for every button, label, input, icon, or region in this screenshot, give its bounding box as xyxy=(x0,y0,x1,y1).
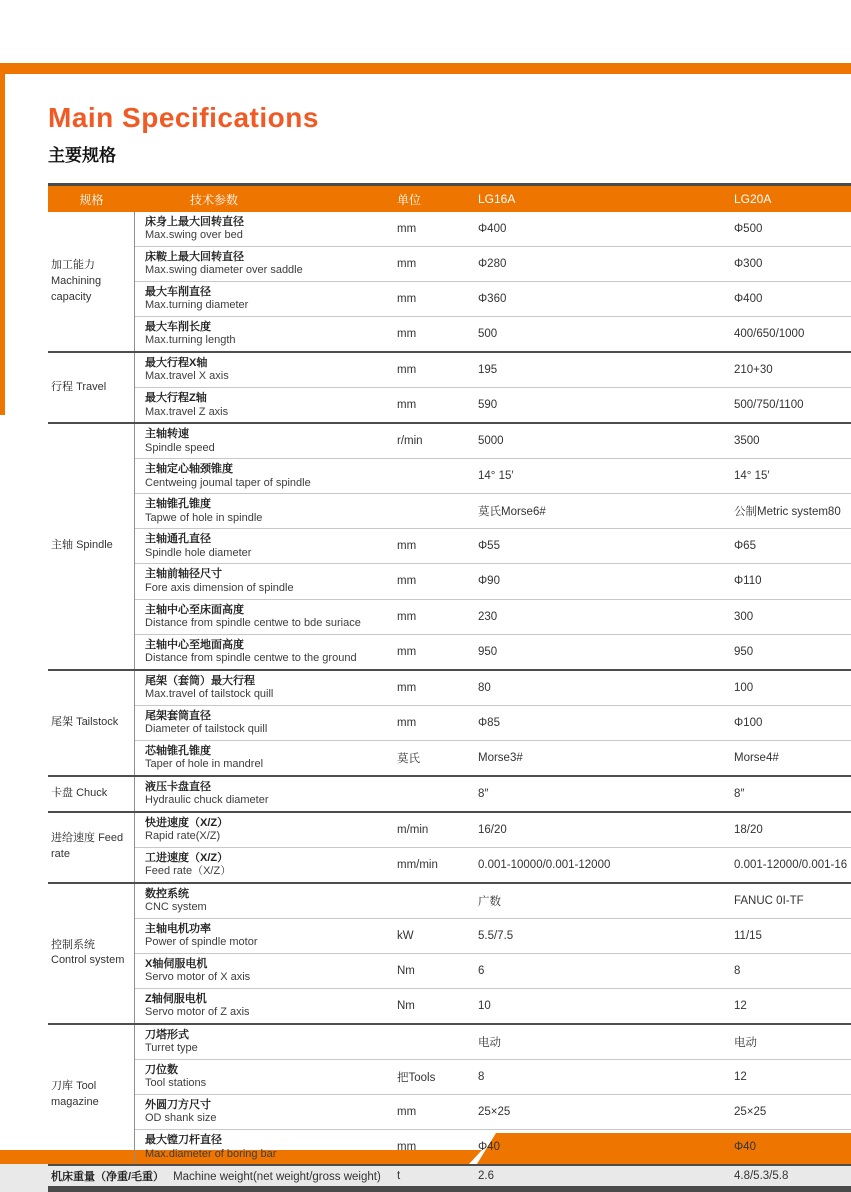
value-lg16a-cell: 8 xyxy=(478,1071,485,1084)
value-lg16a-cell: 5.5/7.5 xyxy=(478,929,514,942)
parameter-cell xyxy=(135,954,395,988)
value-lg20a-cell: 300 xyxy=(734,610,754,623)
spec-rows xyxy=(135,813,851,882)
table-row xyxy=(135,918,851,953)
machine-weight-value-lg20a: 4.8/5.3/5.8 xyxy=(734,1170,789,1183)
parameter-name-en: Distance from spindle centwe to the ground xyxy=(145,651,357,664)
unit-cell: mm xyxy=(397,716,417,729)
value-lg20a-cell: 公制Metric system80 xyxy=(734,506,841,519)
value-lg16a-cell: 0.001-10000/0.001-12000 xyxy=(478,858,611,871)
unit-cell: mm/min xyxy=(397,858,438,871)
value-lg20a-cell: 11/15 xyxy=(734,929,762,942)
unit-cell: Nm xyxy=(397,965,415,977)
table-row xyxy=(135,1129,851,1164)
parameter-cell xyxy=(135,848,395,882)
parameter-name-en: Max.travel of tailstock quill xyxy=(145,687,274,700)
parameter-cell xyxy=(135,212,395,246)
category-cell xyxy=(48,813,135,882)
category-label-zh: 控制系统 xyxy=(51,938,95,951)
category-label-zh: 加工能力 xyxy=(51,258,95,271)
parameter-name-en: Max.swing over bed xyxy=(145,229,243,242)
parameter-name-zh: 最大行程X轴 xyxy=(145,357,208,370)
value-lg16a-cell: Φ40 xyxy=(478,1141,500,1154)
parameter-cell xyxy=(135,813,395,847)
table-row xyxy=(135,458,851,493)
parameter-name-en: Max.swing diameter over saddle xyxy=(145,264,303,277)
category-label-zh: 刀库 xyxy=(51,1079,73,1092)
unit-cell: mm xyxy=(397,328,417,341)
parameter-name-zh: 芯轴锥孔锥度 xyxy=(145,744,211,757)
value-lg16a-cell: 广数 xyxy=(478,895,501,908)
category-cell xyxy=(48,1025,135,1164)
parameter-name-zh: 尾架（套筒）最大行程 xyxy=(145,674,255,687)
value-lg20a-cell: 12 xyxy=(734,1000,747,1013)
parameter-name-zh: 床鞍上最大回转直径 xyxy=(145,251,244,264)
parameter-cell xyxy=(135,919,395,953)
parameter-name-en: Fore axis dimension of spindle xyxy=(145,581,294,594)
parameter-name-en: Diameter of tailstock quill xyxy=(145,722,268,735)
machine-weight-row xyxy=(48,1164,851,1192)
parameter-name-en: Tapwe of hole in spindle xyxy=(145,511,263,524)
parameter-name-zh: 刀塔形式 xyxy=(145,1029,189,1042)
parameter-name-en: Distance from spindle centwe to bde suriace xyxy=(145,616,361,629)
parameter-name-en: Spindle speed xyxy=(145,441,215,454)
category-label-zh: 行程 xyxy=(51,380,73,393)
category-label xyxy=(51,258,132,306)
value-lg16a-cell: 6 xyxy=(478,965,485,977)
parameter-cell xyxy=(135,388,395,422)
category-label-zh: 进给速度 xyxy=(51,832,95,845)
parameter-cell xyxy=(135,1130,395,1164)
category-label-en: Control system xyxy=(51,954,125,967)
table-row xyxy=(135,387,851,422)
value-lg20a-cell: 0.001-12000/0.001-16 xyxy=(734,858,848,871)
category-cell xyxy=(48,777,135,811)
spec-group xyxy=(48,422,851,668)
parameter-cell xyxy=(135,247,395,281)
column-header-parameter: 技术参数 xyxy=(190,192,239,207)
table-row xyxy=(135,988,851,1023)
category-label-en: Tool magazine xyxy=(51,1079,99,1108)
unit-cell: 把Tools xyxy=(397,1072,436,1085)
parameter-name-en: Tool stations xyxy=(145,1077,207,1090)
value-lg16a-cell: Morse3# xyxy=(478,751,523,764)
table-row xyxy=(135,1094,851,1129)
parameter-name-zh: 主轴转速 xyxy=(145,428,189,441)
spec-rows xyxy=(135,212,851,351)
parameter-cell xyxy=(135,884,395,918)
machine-weight-unit: t xyxy=(397,1170,401,1183)
parameter-cell xyxy=(135,317,395,351)
table-row xyxy=(135,281,851,316)
unit-cell: mm xyxy=(397,645,417,658)
table-row xyxy=(135,847,851,882)
category-label-zh: 卡盘 xyxy=(51,786,73,799)
machine-weight-label-en: Machine weight(net weight/gross weight) xyxy=(173,1171,381,1184)
parameter-name-zh: 工进速度（X/Z） xyxy=(145,851,229,864)
value-lg20a-cell: 8 xyxy=(734,965,741,977)
value-lg20a-cell: 400/650/1000 xyxy=(734,328,805,341)
parameter-name-zh: 主轴锥孔锥度 xyxy=(145,498,211,511)
parameter-name-zh: 外圆刀方尺寸 xyxy=(145,1099,211,1112)
parameter-name-en: Turret type xyxy=(145,1042,198,1055)
value-lg16a-cell: Φ90 xyxy=(478,575,500,588)
parameter-cell xyxy=(135,353,395,387)
unit-cell: mm xyxy=(397,364,417,377)
category-label xyxy=(51,538,113,554)
value-lg20a-cell: 3500 xyxy=(734,435,760,448)
value-lg16a-cell: 500 xyxy=(478,328,498,341)
parameter-name-zh: 尾架套筒直径 xyxy=(145,709,211,722)
category-label-en: Tailstock xyxy=(76,715,119,728)
parameter-name-zh: 主轴电机功率 xyxy=(145,922,211,935)
value-lg16a-cell: 950 xyxy=(478,645,498,658)
category-label-en: Spindle xyxy=(76,539,113,552)
value-lg16a-cell: Φ55 xyxy=(478,540,500,553)
table-row xyxy=(135,316,851,351)
parameter-name-zh: 主轴前轴径尺寸 xyxy=(145,568,222,581)
parameter-cell xyxy=(135,777,395,811)
table-row xyxy=(135,353,851,387)
value-lg20a-cell: Φ400 xyxy=(734,293,763,306)
table-row xyxy=(135,884,851,918)
parameter-name-en: Max.turning length xyxy=(145,334,236,347)
value-lg16a-cell: 电动 xyxy=(478,1037,501,1050)
spec-rows xyxy=(135,424,851,668)
category-cell xyxy=(48,353,135,422)
category-label-en: Machining capacity xyxy=(51,274,102,303)
parameter-cell xyxy=(135,1060,395,1094)
machine-weight-label xyxy=(48,1168,395,1184)
table-row xyxy=(135,740,851,775)
parameter-name-zh: 刀位数 xyxy=(145,1064,178,1077)
parameter-name-en: OD shank size xyxy=(145,1112,217,1125)
value-lg16a-cell: 230 xyxy=(478,610,498,623)
value-lg20a-cell: Φ40 xyxy=(734,1141,756,1154)
table-row xyxy=(135,953,851,988)
unit-cell: mm xyxy=(397,399,417,412)
unit-cell: kW xyxy=(397,929,414,942)
parameter-name-en: Max.turning diameter xyxy=(145,299,249,312)
parameter-name-zh: 主轴通孔直径 xyxy=(145,533,211,546)
parameter-name-zh: X轴伺服电机 xyxy=(145,957,208,970)
unit-cell: r/min xyxy=(397,435,423,448)
column-header-lg20a: LG20A xyxy=(734,192,772,206)
parameter-name-zh: 主轴中心至床面高度 xyxy=(145,603,244,616)
table-row xyxy=(135,671,851,705)
unit-cell: mm xyxy=(397,223,417,236)
category-cell xyxy=(48,671,135,775)
parameter-name-zh: 床身上最大回转直径 xyxy=(145,216,244,228)
value-lg20a-cell: 电动 xyxy=(734,1037,757,1050)
parameter-cell xyxy=(135,1095,395,1129)
value-lg20a-cell: 18/20 xyxy=(734,823,763,836)
unit-cell: mm xyxy=(397,610,417,623)
spec-group xyxy=(48,811,851,882)
parameter-cell xyxy=(135,635,395,669)
unit-cell: mm xyxy=(397,540,417,553)
page-title: Main Specifications xyxy=(48,102,319,133)
unit-cell: mm xyxy=(397,293,417,306)
parameter-name-zh: 主轴定心轴颈锥度 xyxy=(145,463,233,476)
parameter-name-en: Power of spindle motor xyxy=(145,936,258,949)
value-lg20a-cell: Φ65 xyxy=(734,540,756,553)
parameter-cell xyxy=(135,282,395,316)
category-label-zh: 主轴 xyxy=(51,539,73,552)
parameter-cell xyxy=(135,706,395,740)
category-cell xyxy=(48,884,135,1023)
table-row xyxy=(135,212,851,246)
value-lg16a-cell: 10 xyxy=(478,1000,491,1013)
value-lg20a-cell: 12 xyxy=(734,1071,747,1084)
table-row xyxy=(135,813,851,847)
table-row xyxy=(135,528,851,563)
top-accent-bar xyxy=(0,63,851,74)
parameter-cell xyxy=(135,989,395,1023)
parameter-name-en: Feed rate（X/Z） xyxy=(145,865,232,878)
unit-cell: Nm xyxy=(397,1000,415,1013)
table-row xyxy=(135,1025,851,1059)
column-header-lg16a: LG16A xyxy=(478,192,516,206)
value-lg16a-cell: Φ360 xyxy=(478,293,507,306)
value-lg16a-cell: 195 xyxy=(478,364,498,377)
parameter-name-en: Max.travel X axis xyxy=(145,370,229,383)
column-header-spec: 规格 xyxy=(79,192,104,207)
parameter-name-zh: 最大车削长度 xyxy=(145,321,211,334)
category-label-en: Feed rate xyxy=(51,832,124,861)
value-lg20a-cell: FANUC 0I-TF xyxy=(734,894,804,907)
parameter-name-en: Centweing joumal taper of spindle xyxy=(145,476,311,489)
spec-rows xyxy=(135,671,851,775)
parameter-name-zh: 数控系统 xyxy=(145,887,189,900)
table-row xyxy=(135,1059,851,1094)
category-label-en: Travel xyxy=(76,380,107,393)
parameter-name-en: Max.travel Z axis xyxy=(145,405,229,418)
value-lg20a-cell: Φ100 xyxy=(734,716,763,729)
value-lg16a-cell: Φ85 xyxy=(478,716,500,729)
parameter-cell xyxy=(135,529,395,563)
table-row xyxy=(135,634,851,669)
value-lg16a-cell: 5000 xyxy=(478,435,504,448)
spec-rows xyxy=(135,777,851,811)
table-row xyxy=(135,599,851,634)
value-lg16a-cell: 25×25 xyxy=(478,1106,511,1119)
category-label xyxy=(51,715,118,731)
parameter-name-en: Rapid rate(X/Z) xyxy=(145,830,221,843)
value-lg16a-cell: Φ280 xyxy=(478,258,507,271)
unit-cell: 莫氏 xyxy=(397,752,420,765)
table-row xyxy=(135,777,851,811)
value-lg20a-cell: 950 xyxy=(734,645,754,658)
value-lg16a-cell: 590 xyxy=(478,399,498,412)
category-label xyxy=(51,938,132,970)
machine-weight-value-lg16a: 2.6 xyxy=(478,1170,494,1183)
spec-table-body xyxy=(48,212,851,1164)
parameter-name-zh: 主轴中心至地面高度 xyxy=(145,638,244,651)
value-lg20a-cell: 210+30 xyxy=(734,364,773,377)
parameter-cell xyxy=(135,741,395,775)
value-lg16a-cell: 16/20 xyxy=(478,823,507,836)
parameter-name-zh: 液压卡盘直径 xyxy=(145,780,211,793)
value-lg16a-cell: 80 xyxy=(478,681,491,694)
value-lg20a-cell: Φ500 xyxy=(734,223,763,236)
category-label xyxy=(51,831,132,863)
parameter-cell xyxy=(135,671,395,705)
value-lg20a-cell: Morse4# xyxy=(734,751,779,764)
parameter-name-zh: 最大车削直径 xyxy=(145,286,211,299)
column-header-unit: 单位 xyxy=(397,192,422,207)
parameter-name-zh: 最大行程Z轴 xyxy=(145,392,207,405)
unit-cell: mm xyxy=(397,575,417,588)
value-lg20a-cell: 25×25 xyxy=(734,1106,767,1119)
spec-group xyxy=(48,775,851,811)
parameter-name-en: Hydraulic chuck diameter xyxy=(145,794,269,807)
category-label xyxy=(51,786,107,802)
value-lg16a-cell: 莫氏Morse6# xyxy=(478,506,546,519)
value-lg20a-cell: Φ110 xyxy=(734,575,762,588)
value-lg16a-cell: 14° 15′ xyxy=(478,470,514,483)
category-cell xyxy=(48,212,135,351)
parameter-cell xyxy=(135,424,395,458)
parameter-name-en: Servo motor of X axis xyxy=(145,971,251,984)
left-accent-bar xyxy=(0,74,5,415)
parameter-cell xyxy=(135,494,395,528)
parameter-cell xyxy=(135,600,395,634)
parameter-name-en: Taper of hole in mandrel xyxy=(145,758,264,770)
spec-table-header xyxy=(48,183,851,212)
table-row xyxy=(135,493,851,528)
spec-rows xyxy=(135,353,851,422)
value-lg20a-cell: 500/750/1100 xyxy=(734,399,804,412)
unit-cell: m/min xyxy=(397,823,429,836)
spec-group xyxy=(48,882,851,1023)
category-cell xyxy=(48,424,135,668)
spec-group xyxy=(48,212,851,351)
parameter-name-zh: 最大镗刀杆直径 xyxy=(145,1134,222,1147)
category-label-zh: 尾架 xyxy=(51,715,73,728)
table-row xyxy=(135,563,851,598)
table-row xyxy=(135,705,851,740)
unit-cell: mm xyxy=(397,681,417,694)
parameter-name-en: Spindle hole diameter xyxy=(145,546,252,559)
parameter-name-zh: 快进速度（X/Z） xyxy=(145,816,229,829)
parameter-name-zh: Z轴伺服电机 xyxy=(145,993,207,1006)
page-subtitle: 主要规格 xyxy=(48,146,116,165)
parameter-name-en: Servo motor of Z axis xyxy=(145,1006,250,1019)
unit-cell: mm xyxy=(397,1141,417,1154)
category-label-en: Chuck xyxy=(76,786,108,799)
value-lg20a-cell: 100 xyxy=(734,681,754,694)
unit-cell: mm xyxy=(397,258,417,271)
category-label xyxy=(51,380,106,396)
spec-group xyxy=(48,1023,851,1164)
table-row xyxy=(135,246,851,281)
category-label xyxy=(51,1079,132,1111)
spec-rows xyxy=(135,1025,851,1164)
spec-table xyxy=(48,183,851,1192)
parameter-name-en: CNC system xyxy=(145,901,207,914)
parameter-cell xyxy=(135,459,395,493)
spec-group xyxy=(48,669,851,775)
spec-rows xyxy=(135,884,851,1023)
parameter-cell xyxy=(135,1025,395,1059)
value-lg20a-cell: 14° 15′ xyxy=(734,470,770,483)
value-lg16a-cell: 8″ xyxy=(478,787,489,800)
table-row xyxy=(135,424,851,458)
spec-group xyxy=(48,351,851,422)
value-lg20a-cell: 8″ xyxy=(734,787,745,800)
parameter-cell xyxy=(135,564,395,598)
value-lg20a-cell: Φ300 xyxy=(734,258,763,271)
unit-cell: mm xyxy=(397,1106,417,1119)
parameter-name-en: Max.diameter of boring bar xyxy=(145,1147,277,1160)
value-lg16a-cell: Φ400 xyxy=(478,223,507,236)
machine-weight-label-zh: 机床重量（净重/毛重） xyxy=(51,1171,165,1184)
